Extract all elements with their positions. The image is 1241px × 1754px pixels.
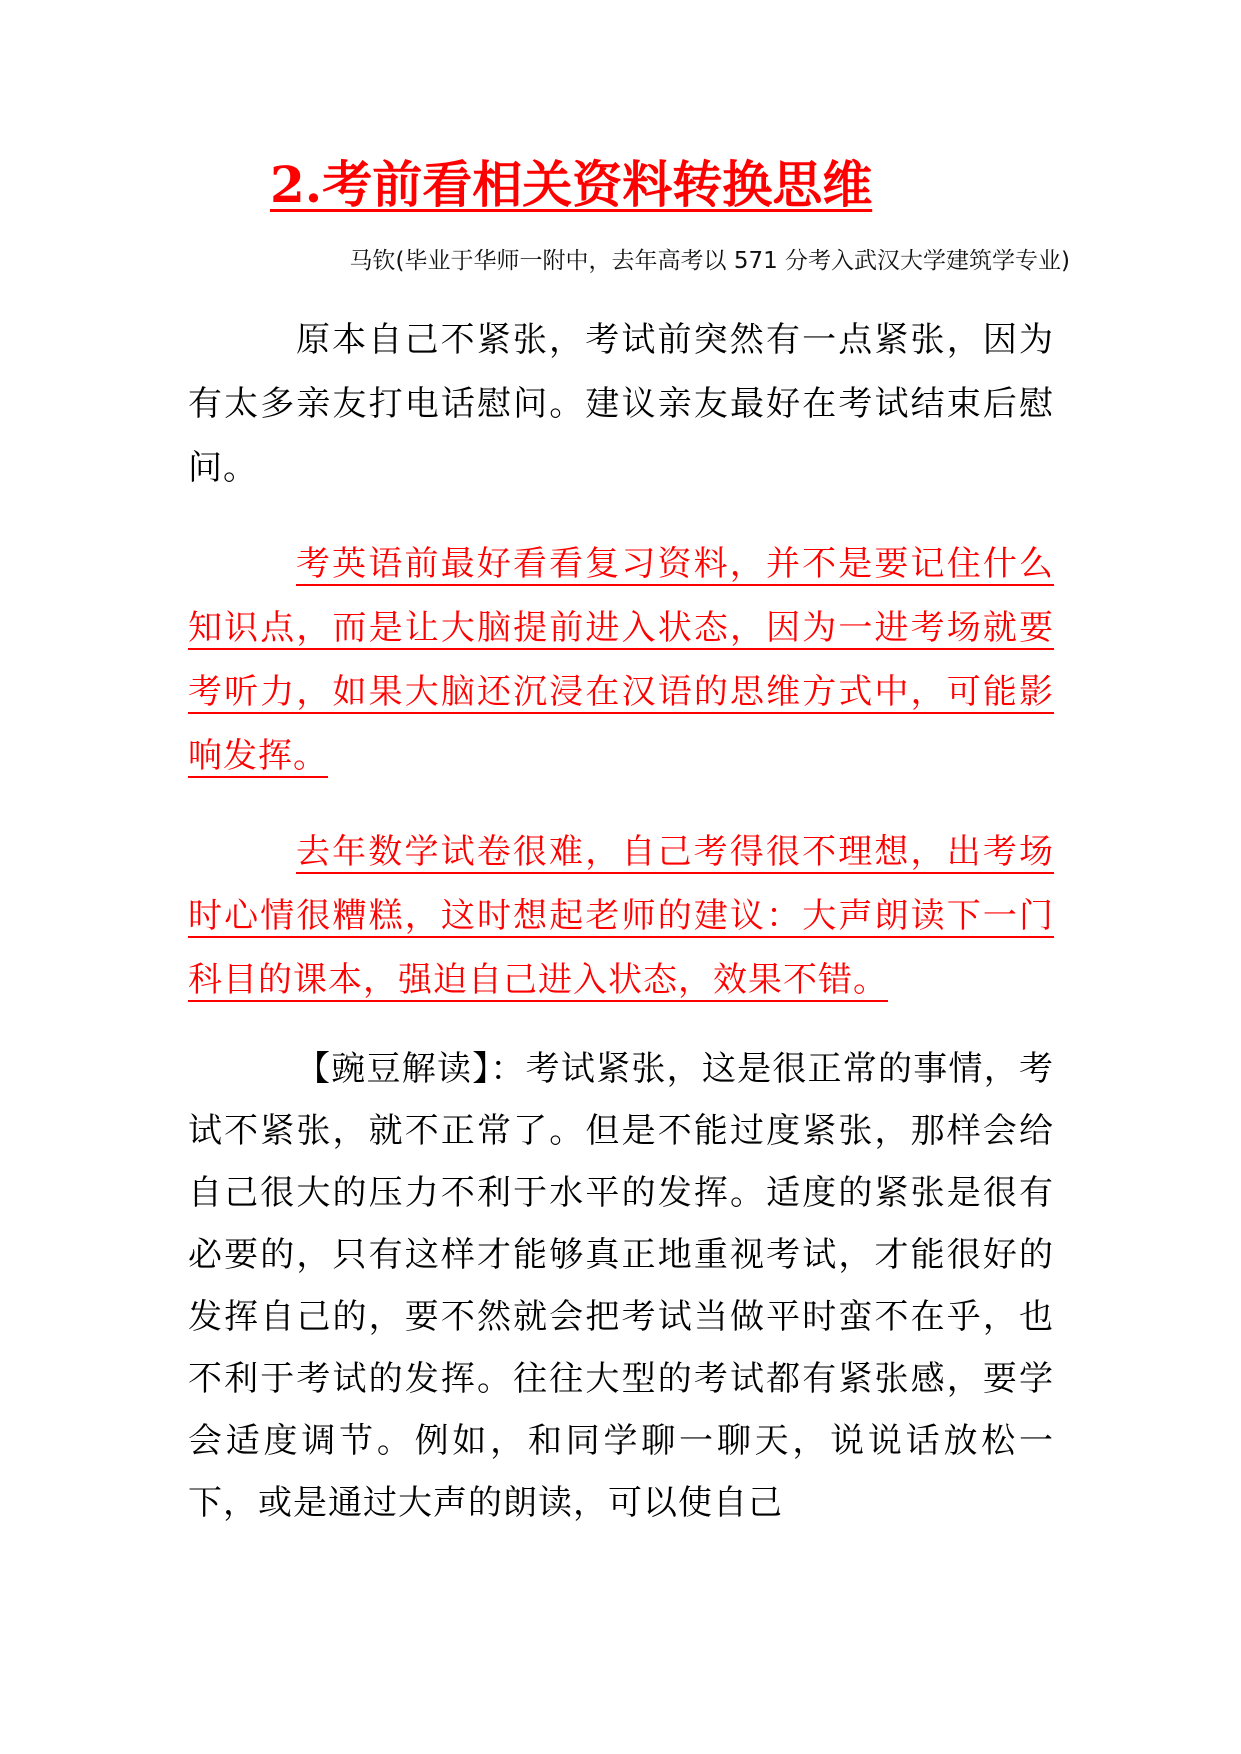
document-title: 2.考前看相关资料转换思维	[270, 155, 873, 214]
paragraph-2-highlighted: 考英语前最好看看复习资料，并不是要记住什么知识点，而是让大脑提前进入状态，因为一进考场就要考听力，如果大脑还沉浸在汉语的思维方式中，可能影响发挥。	[188, 544, 1054, 776]
paragraph-1: 原本自己不紧张，考试前突然有一点紧张，因为有太多亲友打电话慰问。建议亲友最好在考试结束后慰问。	[188, 320, 1054, 488]
paragraph-4-commentary: 【豌豆解读】：考试紧张，这是很正常的事情，考试不紧张，就不正常了。但是不能过度紧张，那样会给自己很大的压力不利于水平的发挥。适度的紧张是很有必要的，只有这样才能够真正地重视考试，才能很好的发挥自己的，要不然就会把考试当做平时蛮不在乎，也不利于考试的发挥。往往大型的考试都有紧张感，要学会适度调节。例如，和同学聊一聊天，说说话放松一下，或是通过大声的朗读，可以使自己	[188, 1049, 1054, 1523]
author-line: 马钦(毕业于华师一附中，去年高考以 571 分考入武汉大学建筑学专业)	[349, 248, 1070, 274]
paragraph-3-highlighted: 去年数学试卷很难，自己考得很不理想，出考场时心情很糟糕，这时想起老师的建议：大声朗读下一门科目的课本，强迫自己进入状态，效果不错。	[188, 832, 1054, 1000]
